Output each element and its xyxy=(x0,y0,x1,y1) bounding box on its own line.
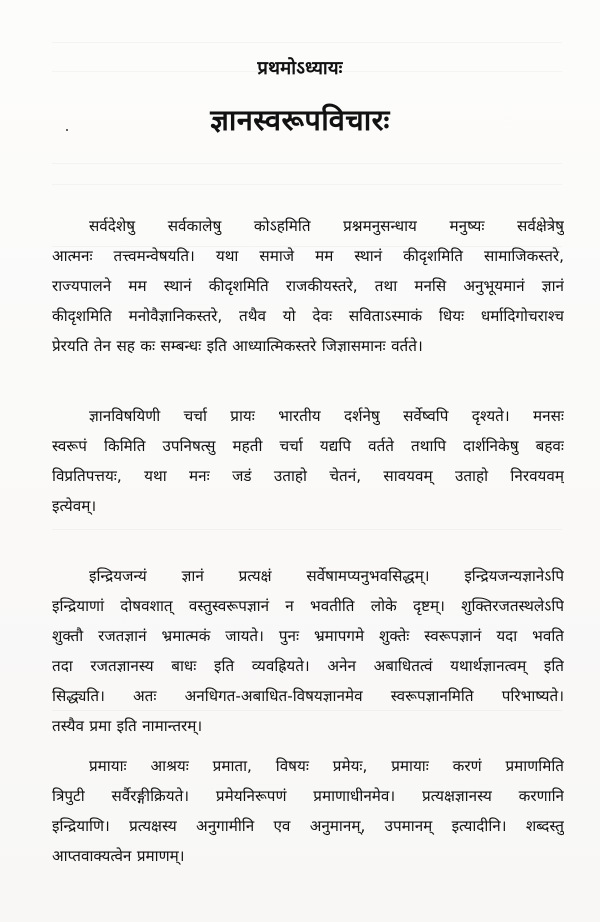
chapter-title: प्रथमोऽध्यायः xyxy=(257,58,343,79)
paragraph-line: प्रमायाः आश्रयः प्रमाता, विषयः प्रमेयः, प्रमायाः करणं प्रमाणमिति xyxy=(89,757,564,775)
paragraph-line: तस्यैव प्रमा इति नामान्तरम्। xyxy=(52,717,203,735)
paragraph-4 xyxy=(52,751,564,871)
paragraph-1 xyxy=(52,211,564,361)
paragraph-line: इन्द्रियाणि। प्रत्यक्षस्य अनुगामीनि एव अनुमानम्, उपमानम् इत्यादीनि। शब्दस्तु xyxy=(52,817,564,835)
paragraph-line: आप्तवाक्यत्वेन प्रमाणम्। xyxy=(52,847,185,865)
paragraph-line: विप्रतिपत्तयः, यथा मनः जडं उताहो चेतनं, सावयवम् उताहो निरवयवम् xyxy=(52,467,564,485)
paragraph-line: सर्वदेशेषु सर्वकालेषु कोऽहमिति प्रश्नमनुसन्धाय मनुष्यः सर्वक्षेत्रेषु xyxy=(89,217,564,235)
paragraph-line: त्रिपुटी सर्वैरङ्गीक्रियते। प्रमेयनिरूपणं प्रमाणाधीनमेव। प्रत्यक्षज्ञानस्य करणानि xyxy=(52,787,564,805)
paragraph-line: कीदृशमिति मनोवैज्ञानिकस्तरे, तथैव यो देवः सविताऽस्माकं धियः धर्मादिगोचराश्च xyxy=(52,307,564,325)
paragraph-line: सिद्ध्यति। अतः अनधिगत-अबाधित-विषयज्ञानमेव स्वरूपज्ञानमिति परिभाष्यते। xyxy=(52,687,564,705)
paragraph-line: शुक्तौ रजतज्ञानं भ्रमात्मकं जायते। पुनः भ्रमापगमे शुक्तेः स्वरूपज्ञानं यदा भवति xyxy=(52,627,564,645)
paragraph-line: इत्येवम्। xyxy=(52,497,97,515)
paragraph-line: स्वरूपं किमिति उपनिषत्सु महती चर्चा यद्यपि वर्तते तथापि दार्शनिकेषु बहवः xyxy=(52,437,564,455)
printed-dot xyxy=(66,129,68,131)
paragraph-line: आत्मनः तत्त्वमन्वेषयति। यथा समाजे मम स्थानं कीदृशमिति सामाजिकस्तरे, xyxy=(52,247,564,265)
bleed-through-line xyxy=(52,184,562,185)
bleed-through-line xyxy=(52,42,562,43)
paragraph-line: ज्ञानविषयिणी चर्चा प्रायः भारतीय दर्शनेषु सर्वेष्वपि दृश्यते। मनसः xyxy=(89,407,564,425)
paragraph-line: राज्यपालने मम स्थानं कीदृशमिति राजकीयस्तरे, तथा मनसि अनुभूयमानं ज्ञानं xyxy=(52,277,564,295)
paragraph-line: प्रेरयति तेन सह कः सम्बन्धः इति आध्यात्मिकस्तरे जिज्ञासमानः वर्तते। xyxy=(52,337,423,355)
paragraph-line: तदा रजतज्ञानस्य बाधः इति व्यवह्रियते। अनेन अबाधितत्वं यथार्थज्ञानत्वम् इति xyxy=(52,657,564,675)
section-title: ज्ञानस्वरूपविचारः xyxy=(210,103,390,137)
paragraph-line: इन्द्रियजन्यं ज्ञानं प्रत्यक्षं सर्वेषामप्यनुभवसिद्धम्। इन्द्रियजन्यज्ञानेऽपि xyxy=(89,567,564,585)
paragraph-3 xyxy=(52,561,564,741)
bleed-through-line xyxy=(52,163,562,164)
paragraph-2 xyxy=(52,401,564,521)
bleed-through-line xyxy=(52,529,562,530)
paragraph-line: इन्द्रियाणां दोषवशात् वस्तुस्वरूपज्ञानं न भवतीति लोके दृष्टम्। शुक्तिरजतस्थलेऽपि xyxy=(52,597,564,615)
